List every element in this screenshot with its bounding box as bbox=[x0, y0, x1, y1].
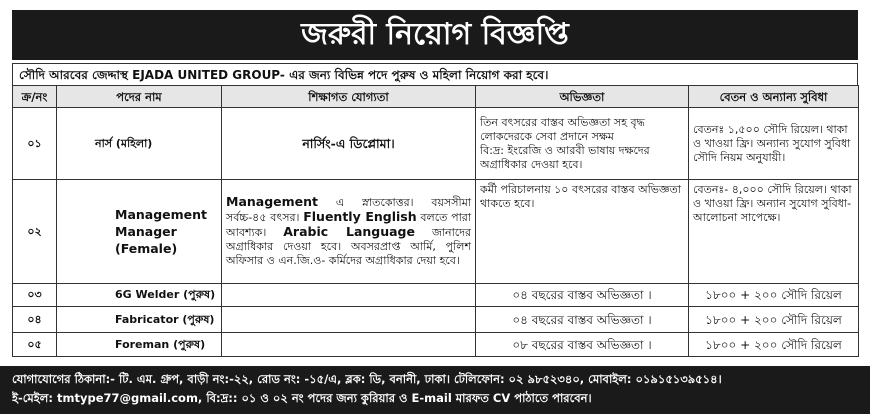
intro-suffix: এর জন্য বিভিন্ন পদে পুরুষ ও মহিলা নিয়োগ করা হবে। bbox=[289, 68, 549, 82]
row-education bbox=[222, 307, 476, 333]
header-post: পদের নাম bbox=[57, 86, 222, 108]
table-row bbox=[13, 307, 859, 333]
header-experience: অভিজ্ঞতা bbox=[476, 86, 689, 108]
edu-arabic: Arabic Language bbox=[283, 224, 415, 239]
row-post: Management Manager (Female) bbox=[57, 180, 222, 284]
edu-management: Management bbox=[226, 194, 319, 209]
row-education bbox=[222, 180, 476, 284]
row-education bbox=[222, 284, 476, 307]
row-education: নার্সিং-এ ডিপ্লোমা। bbox=[222, 108, 476, 180]
experience-line: তিন বৎসরের বাস্তব অভিজ্ঞতা সহ বৃদ্ধ লোকদেরকে সেবা প্রদানে সক্ষম bbox=[480, 115, 645, 143]
row-post bbox=[57, 284, 222, 307]
experience-note: বি:দ্র: ইংরেজি ও আরবী ভাষায় দক্ষদের অগ্রাধিকার দেওয়া হবে। bbox=[480, 143, 650, 171]
email-address[interactable]: tmtype77@gmail.com, bbox=[56, 391, 203, 405]
post-name-en: 6G Welder bbox=[115, 288, 180, 301]
company-name: EJADA UNITED GROUP- bbox=[132, 68, 285, 82]
post-name-en: Fabricator bbox=[115, 312, 179, 326]
row-sl: ০১ bbox=[13, 108, 57, 180]
row-experience: ০৮ বছরের বাস্তব অভিজ্ঞতা । bbox=[476, 333, 689, 357]
row-salary: বেতনঃ ১,৫০০ সৌদি রিয়েল। থাকা ও খাওয়া ফ্রি। অন্যান্য সুযোগ সুবিধা সৌদি নিয়ম অনুযায়ী। bbox=[689, 108, 859, 180]
edu-text-2: বলতে পারা আবশ্যক। bbox=[226, 211, 472, 239]
row-sl: ০৫ bbox=[13, 333, 57, 357]
note-cv: CV bbox=[492, 391, 511, 405]
edu-english: Fluently English bbox=[303, 209, 417, 224]
row-salary: ১৮০০ + ২০০ সৌদি রিয়েল bbox=[689, 307, 859, 333]
row-sl: ০৪ bbox=[13, 307, 57, 333]
row-experience: ০৪ বছরের বাস্তব অভিজ্ঞতা । bbox=[476, 284, 689, 307]
row-sl: ০৩ bbox=[13, 284, 57, 307]
edu-text-1: এ স্নাতকোত্তর। বয়সসীমা সর্বচ্চ-৪৫ বৎসর। bbox=[226, 196, 471, 224]
post-gender: (পুরুষ) bbox=[173, 337, 206, 351]
post-name-en: Foreman bbox=[115, 337, 170, 351]
row-post bbox=[57, 333, 222, 357]
circular-title: জরুরী নিয়োগ বিজ্ঞপ্তি bbox=[12, 10, 858, 60]
intro-prefix: সৌদি আরবের জেদ্দাস্থ bbox=[19, 68, 128, 82]
row-experience: কর্মী পরিচালনায় ১০ বৎসরের বাস্তব অভিজ্ঞতা থাকতে হবে। bbox=[476, 180, 689, 284]
note-email: E-mail bbox=[411, 391, 452, 405]
table-row bbox=[13, 333, 859, 357]
header-sl: ক্র/নং bbox=[13, 86, 57, 108]
table-row bbox=[13, 180, 859, 284]
table-row bbox=[13, 108, 859, 180]
table-row bbox=[13, 284, 859, 307]
row-education bbox=[222, 333, 476, 357]
header-salary: বেতন ও অন্যান্য সুবিধা bbox=[689, 86, 859, 108]
email-label: ই-মেইল: bbox=[12, 391, 53, 405]
edu-text-3: জানাদের অগ্রাধিকার দেওয়া হবে। অবসরপ্রাপ্ত আর্মি, পুলিশ অফিসার ও এন.জি.ও- কর্মিদের অগ্রাধিকার দেয়া হবে। bbox=[226, 226, 472, 267]
contact-address: যোগাযোগের ঠিকানা:- টি. এম. গ্রুপ, বাড়ী নং:-২২, রোড নং: -১৫/এ, ব্লক: ডি, বনানী, ঢাকা। টেলিফোন: ০২ ৯৮৫২৩৪০, মোবাইল: ০১৯১৫১৩৯৫১৪। bbox=[12, 372, 722, 386]
row-salary: বেতনঃ- ৪,০০০ সৌদি রিয়েল। থাকা ও খাওয়া ফ্রি। অন্যান সুযোগ সুবিধা-আলোচনা সাপেক্ষে। bbox=[689, 180, 859, 284]
table-header-row bbox=[13, 86, 859, 108]
row-experience bbox=[476, 108, 689, 180]
contact-email-line bbox=[12, 389, 858, 408]
note-via: মারফত bbox=[455, 391, 489, 405]
row-post: নার্স (মহিলা) bbox=[57, 108, 222, 180]
row-post bbox=[57, 307, 222, 333]
header-education: শিক্ষাগত যোগ্যতা bbox=[222, 86, 476, 108]
note-suffix: পাঠাতে পারবেন। bbox=[514, 391, 592, 405]
post-gender: (পুরুষ) bbox=[182, 312, 215, 326]
row-salary: ১৮০০ + ২০০ সৌদি রিয়েল bbox=[689, 333, 859, 357]
intro-line bbox=[12, 63, 858, 85]
post-gender: (পুরুষ) bbox=[183, 288, 216, 301]
contact-footer bbox=[0, 366, 870, 414]
row-salary: ১৮০০ + ২০০ সৌদি রিয়েল bbox=[689, 284, 859, 307]
row-sl: ০২ bbox=[13, 180, 57, 284]
row-experience: ০৪ বছরের বাস্তব অভিজ্ঞতা । bbox=[476, 307, 689, 333]
note-text: বি:দ্র:: ০১ ও ০২ নং পদের জন্য কুরিয়ার ও bbox=[206, 391, 408, 405]
jobs-table bbox=[12, 85, 859, 357]
